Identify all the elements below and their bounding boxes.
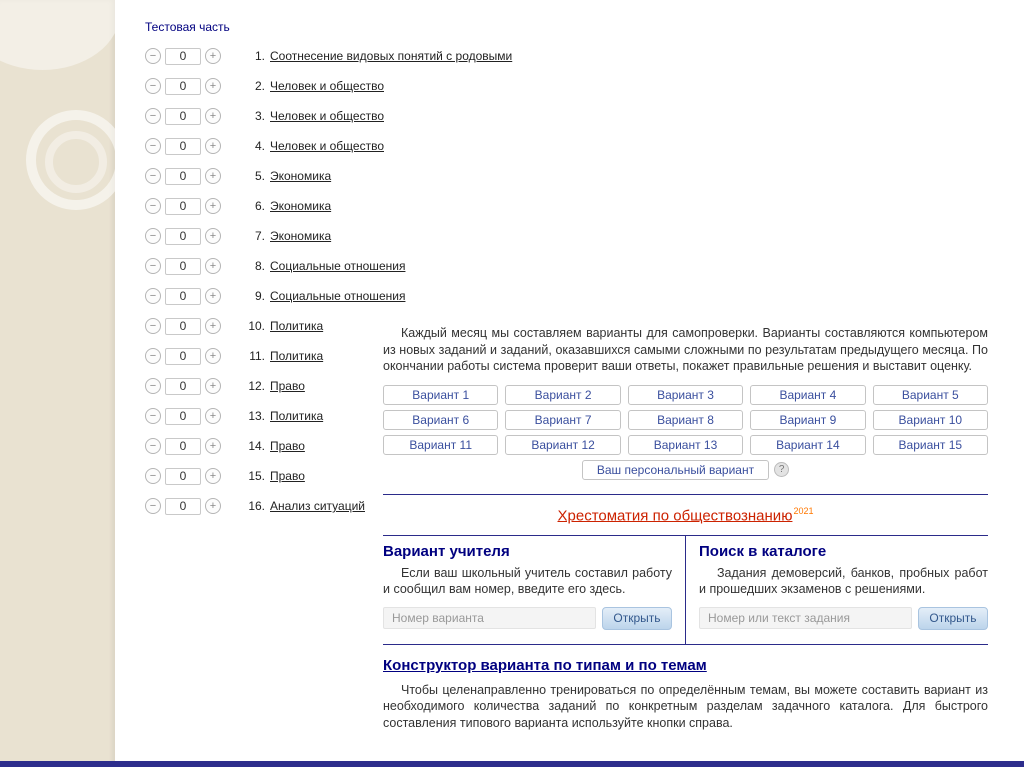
decrement-button[interactable]: − xyxy=(145,438,161,454)
task-number: 16. xyxy=(248,499,265,513)
task-number: 4. xyxy=(254,139,265,153)
variant-button[interactable]: Вариант 3 xyxy=(628,385,743,405)
teacher-variant-title: Вариант учителя xyxy=(383,542,510,560)
task-number: 5. xyxy=(254,169,265,183)
task-topic-link[interactable]: Политика xyxy=(270,319,324,333)
task-stepper-row xyxy=(145,251,512,281)
test-part-title: Тестовая часть xyxy=(145,20,230,34)
variant-button[interactable]: Вариант 6 xyxy=(383,410,498,430)
chrestomathy-year-badge: 2021 xyxy=(793,505,814,516)
stepper-value: 0 xyxy=(165,348,201,365)
variant-button[interactable]: Вариант 10 xyxy=(873,410,988,430)
stepper-value: 0 xyxy=(165,318,201,335)
task-number: 14. xyxy=(248,439,265,453)
task-topic-link[interactable]: Экономика xyxy=(270,169,332,183)
increment-button[interactable]: + xyxy=(205,318,221,334)
stepper-value: 0 xyxy=(165,258,201,275)
stepper-value: 0 xyxy=(165,78,201,95)
catalog-search-input-row xyxy=(699,607,988,630)
task-topic-link[interactable]: Политика xyxy=(270,349,324,363)
variant-button[interactable]: Вариант 5 xyxy=(873,385,988,405)
self-check-intro: Каждый месяц мы составляем варианты для самопроверки. Варианты составляются компьютером из новых заданий и заданий, оказавшихся самыми сложными по результатам предыдущего месяца. По окончании работы система проверит ваши ответы, покажет правильные решения и выставит оценку. xyxy=(383,326,988,373)
catalog-search-text: Задания демоверсий, банков, пробных работ и прошедших экзаменов с решениями. xyxy=(699,565,988,597)
decorative-blob xyxy=(0,0,115,70)
increment-button[interactable]: + xyxy=(205,468,221,484)
decorative-sidebar xyxy=(0,0,115,767)
task-number: 13. xyxy=(248,409,265,423)
decrement-button[interactable]: − xyxy=(145,258,161,274)
task-topic-link[interactable]: Право xyxy=(270,439,305,453)
decrement-button[interactable]: − xyxy=(145,168,161,184)
task-topic-link[interactable]: Экономика xyxy=(270,229,332,243)
decrement-button[interactable]: − xyxy=(145,348,161,364)
stepper-value: 0 xyxy=(165,138,201,155)
catalog-search-panel xyxy=(685,536,988,644)
task-number: 15. xyxy=(248,469,265,483)
stepper-value: 0 xyxy=(165,198,201,215)
variant-button[interactable]: Вариант 7 xyxy=(505,410,620,430)
increment-button[interactable]: + xyxy=(205,408,221,424)
decrement-button[interactable]: − xyxy=(145,228,161,244)
increment-button[interactable]: + xyxy=(205,48,221,64)
increment-button[interactable]: + xyxy=(205,378,221,394)
decrement-button[interactable]: − xyxy=(145,288,161,304)
increment-button[interactable]: + xyxy=(205,168,221,184)
task-stepper-row xyxy=(145,281,512,311)
variant-button[interactable]: Вариант 11 xyxy=(383,435,498,455)
task-number: 1. xyxy=(254,49,265,63)
teacher-variant-input-row xyxy=(383,607,672,630)
constructor-title: Конструктор варианта по типам и по темам xyxy=(383,656,707,674)
task-topic-link[interactable]: Право xyxy=(270,469,305,483)
increment-button[interactable]: + xyxy=(205,78,221,94)
increment-button[interactable]: + xyxy=(205,258,221,274)
teacher-variant-text: Если ваш школьный учитель составил работу и сообщил вам номер, введите его здесь. xyxy=(383,565,672,597)
decrement-button[interactable]: − xyxy=(145,78,161,94)
task-number: 9. xyxy=(254,289,265,303)
increment-button[interactable]: + xyxy=(205,438,221,454)
stepper-value: 0 xyxy=(165,168,201,185)
variant-button[interactable]: Вариант 4 xyxy=(750,385,865,405)
catalog-search-open-button[interactable]: Открыть xyxy=(918,607,988,630)
task-topic-link[interactable]: Соотнесение видовых понятий с родовыми xyxy=(270,49,513,63)
decrement-button[interactable]: − xyxy=(145,198,161,214)
variant-button[interactable]: Вариант 1 xyxy=(383,385,498,405)
teacher-and-search-section xyxy=(383,535,988,645)
increment-button[interactable]: + xyxy=(205,138,221,154)
task-number: 12. xyxy=(248,379,265,393)
decrement-button[interactable]: − xyxy=(145,108,161,124)
decrement-button[interactable]: − xyxy=(145,378,161,394)
task-stepper-row xyxy=(145,221,512,251)
variant-button[interactable]: Вариант 15 xyxy=(873,435,988,455)
task-stepper-row xyxy=(145,41,512,71)
task-number: 10. xyxy=(248,319,265,333)
constructor-text: Чтобы целенаправленно тренироваться по определённым темам, вы можете составить вариант из необходимого количества заданий по конкретным разделам задачного каталога. Для быстрого составления типового варианта используйте кнопки справа. xyxy=(383,682,988,730)
decorative-circle-inner xyxy=(45,131,107,193)
section-divider xyxy=(383,494,988,495)
footer-bar xyxy=(0,761,1024,767)
stepper-value: 0 xyxy=(165,498,201,515)
variant-button[interactable]: Вариант 12 xyxy=(505,435,620,455)
stepper-value: 0 xyxy=(165,288,201,305)
increment-button[interactable]: + xyxy=(205,288,221,304)
main-content xyxy=(383,325,988,731)
decrement-button[interactable]: − xyxy=(145,138,161,154)
chrestomathy-link[interactable]: Хрестоматия по обществознанию xyxy=(557,506,793,524)
teacher-variant-panel xyxy=(383,536,685,644)
decrement-button[interactable]: − xyxy=(145,48,161,64)
task-topic-link[interactable]: Человек и общество xyxy=(270,79,384,93)
variant-button[interactable]: Вариант 14 xyxy=(750,435,865,455)
task-topic-link[interactable]: Человек и общество xyxy=(270,139,384,153)
task-number: 11. xyxy=(249,349,265,363)
increment-button[interactable]: + xyxy=(205,498,221,514)
variant-button[interactable]: Вариант 2 xyxy=(505,385,620,405)
personal-variant-row xyxy=(383,460,988,480)
catalog-search-title: Поиск в каталоге xyxy=(699,542,827,560)
task-topic-link[interactable]: Анализ ситуаций xyxy=(270,499,365,513)
stepper-value: 0 xyxy=(165,468,201,485)
catalog-search-input[interactable] xyxy=(699,607,912,629)
task-topic-link[interactable]: Политика xyxy=(270,409,324,423)
stepper-value: 0 xyxy=(165,438,201,455)
increment-button[interactable]: + xyxy=(205,198,221,214)
variant-button-grid xyxy=(383,385,988,455)
personal-variant-button[interactable]: Ваш персональный вариант xyxy=(582,460,769,480)
decrement-button[interactable]: − xyxy=(145,408,161,424)
stepper-value: 0 xyxy=(165,408,201,425)
task-stepper-row xyxy=(145,191,512,221)
variant-button[interactable]: Вариант 9 xyxy=(750,410,865,430)
task-stepper-row xyxy=(145,161,512,191)
task-topic-link[interactable]: Право xyxy=(270,379,305,393)
task-topic-link[interactable]: Социальные отношения xyxy=(270,289,406,303)
stepper-value: 0 xyxy=(165,378,201,395)
variant-button[interactable]: Вариант 8 xyxy=(628,410,743,430)
teacher-variant-number-input[interactable] xyxy=(383,607,596,629)
increment-button[interactable]: + xyxy=(205,108,221,124)
task-topic-link[interactable]: Человек и общество xyxy=(270,109,384,123)
increment-button[interactable]: + xyxy=(205,228,221,244)
stepper-value: 0 xyxy=(165,228,201,245)
decrement-button[interactable]: − xyxy=(145,468,161,484)
task-number: 3. xyxy=(254,109,265,123)
teacher-variant-open-button[interactable]: Открыть xyxy=(602,607,672,630)
increment-button[interactable]: + xyxy=(205,348,221,364)
task-stepper-row xyxy=(145,131,512,161)
task-topic-link[interactable]: Экономика xyxy=(270,199,332,213)
help-icon[interactable]: ? xyxy=(774,462,789,477)
task-number: 8. xyxy=(254,259,265,273)
task-number: 6. xyxy=(254,199,265,213)
variant-button[interactable]: Вариант 13 xyxy=(628,435,743,455)
task-stepper-row xyxy=(145,101,512,131)
constructor-section xyxy=(383,657,988,732)
stepper-value: 0 xyxy=(165,48,201,65)
task-number: 2. xyxy=(254,79,265,93)
stepper-value: 0 xyxy=(165,108,201,125)
decrement-button[interactable]: − xyxy=(145,498,161,514)
chrestomathy-row xyxy=(383,506,988,525)
task-number: 7. xyxy=(254,229,265,243)
decrement-button[interactable]: − xyxy=(145,318,161,334)
task-stepper-row xyxy=(145,71,512,101)
task-topic-link[interactable]: Социальные отношения xyxy=(270,259,406,273)
